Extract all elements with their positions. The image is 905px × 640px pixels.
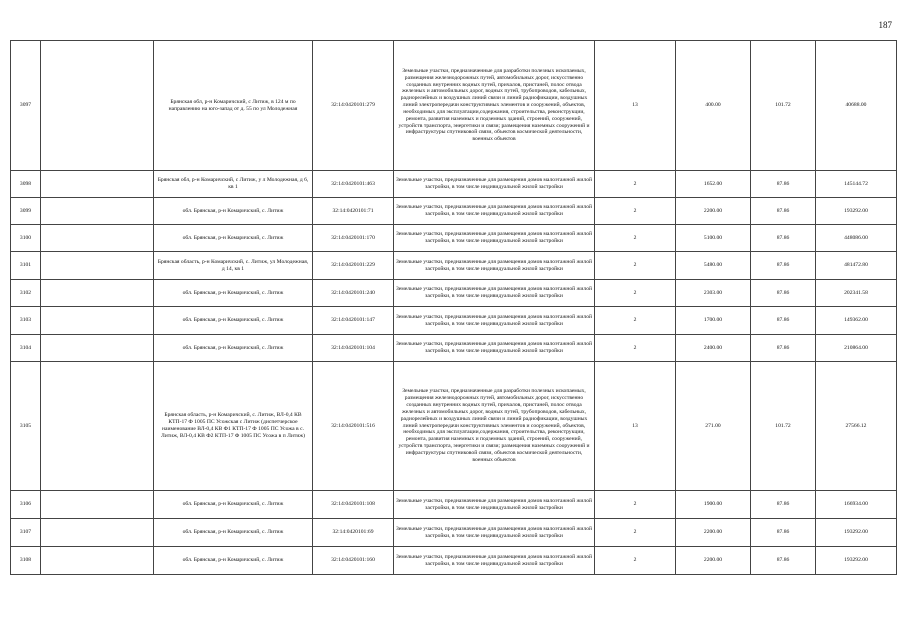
cadastral-number: 32:14:0420101:160 [313,547,394,575]
land-purpose: Земельные участки, предназначенные для размещения домов малоэтажной жилой застройки, в том числе индивидуальной жилой застройки [394,519,595,547]
cadastral-rate: 87.86 [751,491,816,519]
table-row [11,491,897,519]
blank-cell [41,519,154,547]
land-purpose: Земельные участки, предназначенные для размещения домов малоэтажной жилой застройки, в том числе индивидуальной жилой застройки [394,252,595,280]
address-cell: обл. Брянская, р-н Комаричский, с. Литиж [154,280,313,307]
address-cell: обл. Брянская, р-н Комаричский, с. Литиж [154,491,313,519]
land-area: 2200.00 [676,519,751,547]
land-area: 2200.00 [676,198,751,225]
cadastral-value: 210864.00 [816,335,897,362]
cadastral-number: 32:14:0420101:147 [313,307,394,335]
blank-cell [41,307,154,335]
land-area: 5480.00 [676,252,751,280]
group-number: 2 [595,198,676,225]
table-row [11,280,897,307]
table-row [11,362,897,491]
group-number: 2 [595,252,676,280]
land-area: 271.00 [676,362,751,491]
table-row [11,335,897,362]
cadastral-number: 32:14:0420101:108 [313,491,394,519]
land-purpose: Земельные участки, предназначенные для размещения домов малоэтажной жилой застройки, в том числе индивидуальной жилой застройки [394,198,595,225]
cadastral-value: 193292.00 [816,519,897,547]
cadastral-rate: 101.72 [751,362,816,491]
group-number: 2 [595,491,676,519]
cadastral-rate: 87.86 [751,225,816,252]
row-number: 3106 [11,491,41,519]
cadastral-rate: 87.86 [751,547,816,575]
land-purpose: Земельные участки, предназначенные для размещения домов малоэтажной жилой застройки, в том числе индивидуальной жилой застройки [394,171,595,198]
table-row [11,547,897,575]
blank-cell [41,171,154,198]
land-area: 1652.00 [676,171,751,198]
row-number: 3101 [11,252,41,280]
cadastral-number: 32:14:0420101:279 [313,41,394,171]
cadastral-value: 149362.00 [816,307,897,335]
row-number: 3104 [11,335,41,362]
address-cell: обл. Брянская, р-н Комаричский, с. Литиж [154,335,313,362]
cadastral-value: 202341.58 [816,280,897,307]
cadastral-rate: 87.86 [751,307,816,335]
land-purpose: Земельные участки, предназначенные для размещения домов малоэтажной жилой застройки, в том числе индивидуальной жилой застройки [394,307,595,335]
address-cell: обл. Брянская, р-н Комаричский, с. Литиж [154,225,313,252]
row-number: 3102 [11,280,41,307]
cadastral-number: 32:14:0420101:463 [313,171,394,198]
group-number: 2 [595,307,676,335]
address-cell: обл. Брянская, р-н Комаричский, с. Литиж [154,307,313,335]
row-number: 3100 [11,225,41,252]
cadastral-value: 448086.00 [816,225,897,252]
cadastral-rate: 87.86 [751,171,816,198]
land-purpose: Земельные участки, предназначенные для разработки полезных ископаемых, размещения железнодорожных путей, автомобильных дорог, искусственно созданных внутренних водных путей, причалов, пристаней, полос отвода железных и автомобильных дорог, водных путей, трубопроводов, кабельных, радиорелейных и воздушных линий связи и линий радиофикации, воздушных линий электропередачи конструктивных элементов и сооружений, объектов, необходимых для эксплуатации,содержания, строительства, реконструкции, ремонта, развития наземных и подземных зданий, строений, сооружений, устройств транспорта, энергетики и связи; размещения наземных сооружений и инфраструктуры спутниковой связи, объектов космической деятельности, военных объектов [394,41,595,171]
group-number: 2 [595,519,676,547]
land-area: 2400.00 [676,335,751,362]
table-row [11,519,897,547]
table-row [11,198,897,225]
land-area: 2200.00 [676,547,751,575]
cadastral-number: 32:14:0420101:170 [313,225,394,252]
table-row [11,41,897,171]
cadastral-rate: 87.86 [751,252,816,280]
row-number: 3098 [11,171,41,198]
cadastral-number: 32:14:0420101:71 [313,198,394,225]
cadastral-value: 193292.00 [816,547,897,575]
cadastral-rate: 101.72 [751,41,816,171]
land-purpose: Земельные участки, предназначенные для размещения домов малоэтажной жилой застройки, в том числе индивидуальной жилой застройки [394,335,595,362]
cadastral-value: 145144.72 [816,171,897,198]
row-number: 3103 [11,307,41,335]
blank-cell [41,225,154,252]
cadastral-value: 193292.00 [816,198,897,225]
land-area: 2303.00 [676,280,751,307]
blank-cell [41,198,154,225]
address-cell: обл. Брянская, р-н Комаричский, с. Литиж [154,547,313,575]
page-number: 187 [878,20,892,30]
cadastral-rate: 87.86 [751,335,816,362]
table-row [11,225,897,252]
land-registry-table [10,40,897,575]
blank-cell [41,280,154,307]
table-row [11,171,897,198]
cadastral-rate: 87.86 [751,280,816,307]
row-number: 3105 [11,362,41,491]
cadastral-number: 32:14:0420101:240 [313,280,394,307]
cadastral-rate: 87.86 [751,519,816,547]
group-number: 2 [595,171,676,198]
blank-cell [41,41,154,171]
blank-cell [41,252,154,280]
group-number: 2 [595,335,676,362]
cadastral-value: 27566.12 [816,362,897,491]
land-area: 5100.00 [676,225,751,252]
cadastral-rate: 87.86 [751,198,816,225]
cadastral-value: 40688.00 [816,41,897,171]
land-purpose: Земельные участки, предназначенные для размещения домов малоэтажной жилой застройки, в том числе индивидуальной жилой застройки [394,280,595,307]
land-area: 400.00 [676,41,751,171]
address-cell: Брянская обл, р-н Комаричский, с Литиж, у л Молодежная, д 6, кв 1 [154,171,313,198]
land-area: 1900.00 [676,491,751,519]
cadastral-value: 166934.00 [816,491,897,519]
row-number: 3097 [11,41,41,171]
land-purpose: Земельные участки, предназначенные для размещения домов малоэтажной жилой застройки, в том числе индивидуальной жилой застройки [394,547,595,575]
group-number: 2 [595,225,676,252]
cadastral-number: 32:14:0420101:229 [313,252,394,280]
cadastral-number: 32:14:0420101:104 [313,335,394,362]
row-number: 3099 [11,198,41,225]
blank-cell [41,547,154,575]
row-number: 3108 [11,547,41,575]
address-cell: обл. Брянская, р-н Комаричский, с. Литиж [154,519,313,547]
address-cell: обл. Брянская, р-н Комаричский, с. Литиж [154,198,313,225]
group-number: 2 [595,280,676,307]
group-number: 2 [595,547,676,575]
cadastral-value: 481472.80 [816,252,897,280]
cadastral-number: 32:14:0420101:516 [313,362,394,491]
blank-cell [41,491,154,519]
land-purpose: Земельные участки, предназначенные для размещения домов малоэтажной жилой застройки, в том числе индивидуальной жилой застройки [394,491,595,519]
address-cell: Брянская обл, р-н Комаричский, с Литиж, в 124 м по направлению на юго-запад от д. 55 по ул Молодежная [154,41,313,171]
blank-cell [41,335,154,362]
cadastral-number: 32:14:0420101:69 [313,519,394,547]
address-cell: Брянская область, р-н Комаричский, с. Литиж, ВЛ-0,4 КВ КТП-17 Ф 1005 ПС Усожская с Литиж (диспетчерское наименование ВЛ-0,4 КВ Ф1 КТП-17 Ф 1005 ПС Усожа в с. Литиж, ВЛ-0,4 КВ Ф2 КТП-17 Ф 1005 ПС Усожа в п Литиж) [154,362,313,491]
land-purpose: Земельные участки, предназначенные для разработки полезных ископаемых, размещения железнодорожных путей, автомобильных дорог, искусственно созданных внутренних водных путей, причалов, пристаней, полос отвода железных и автомобильных дорог, водных путей, трубопроводов, кабельных, радиорелейных и воздушных линий связи и линий радиофикации, воздушных линий электропередачи конструктивных элементов и сооружений, объектов, необходимых для эксплуатации,содержания, строительства, реконструкции, ремонта, развития наземных и подземных зданий, строений, сооружений, устройств транспорта, энергетики и связи; размещения наземных сооружений и инфраструктуры спутниковой связи, объектов космической деятельности, военных объектов [394,362,595,491]
land-purpose: Земельные участки, предназначенные для размещения домов малоэтажной жилой застройки, в том числе индивидуальной жилой застройки [394,225,595,252]
land-area: 1700.00 [676,307,751,335]
blank-cell [41,362,154,491]
group-number: 13 [595,362,676,491]
table-row [11,307,897,335]
row-number: 3107 [11,519,41,547]
group-number: 13 [595,41,676,171]
address-cell: Брянская область, р-н Комаричский, с. Литиж, ул Молодежная, д 14, кв 1 [154,252,313,280]
table-row [11,252,897,280]
